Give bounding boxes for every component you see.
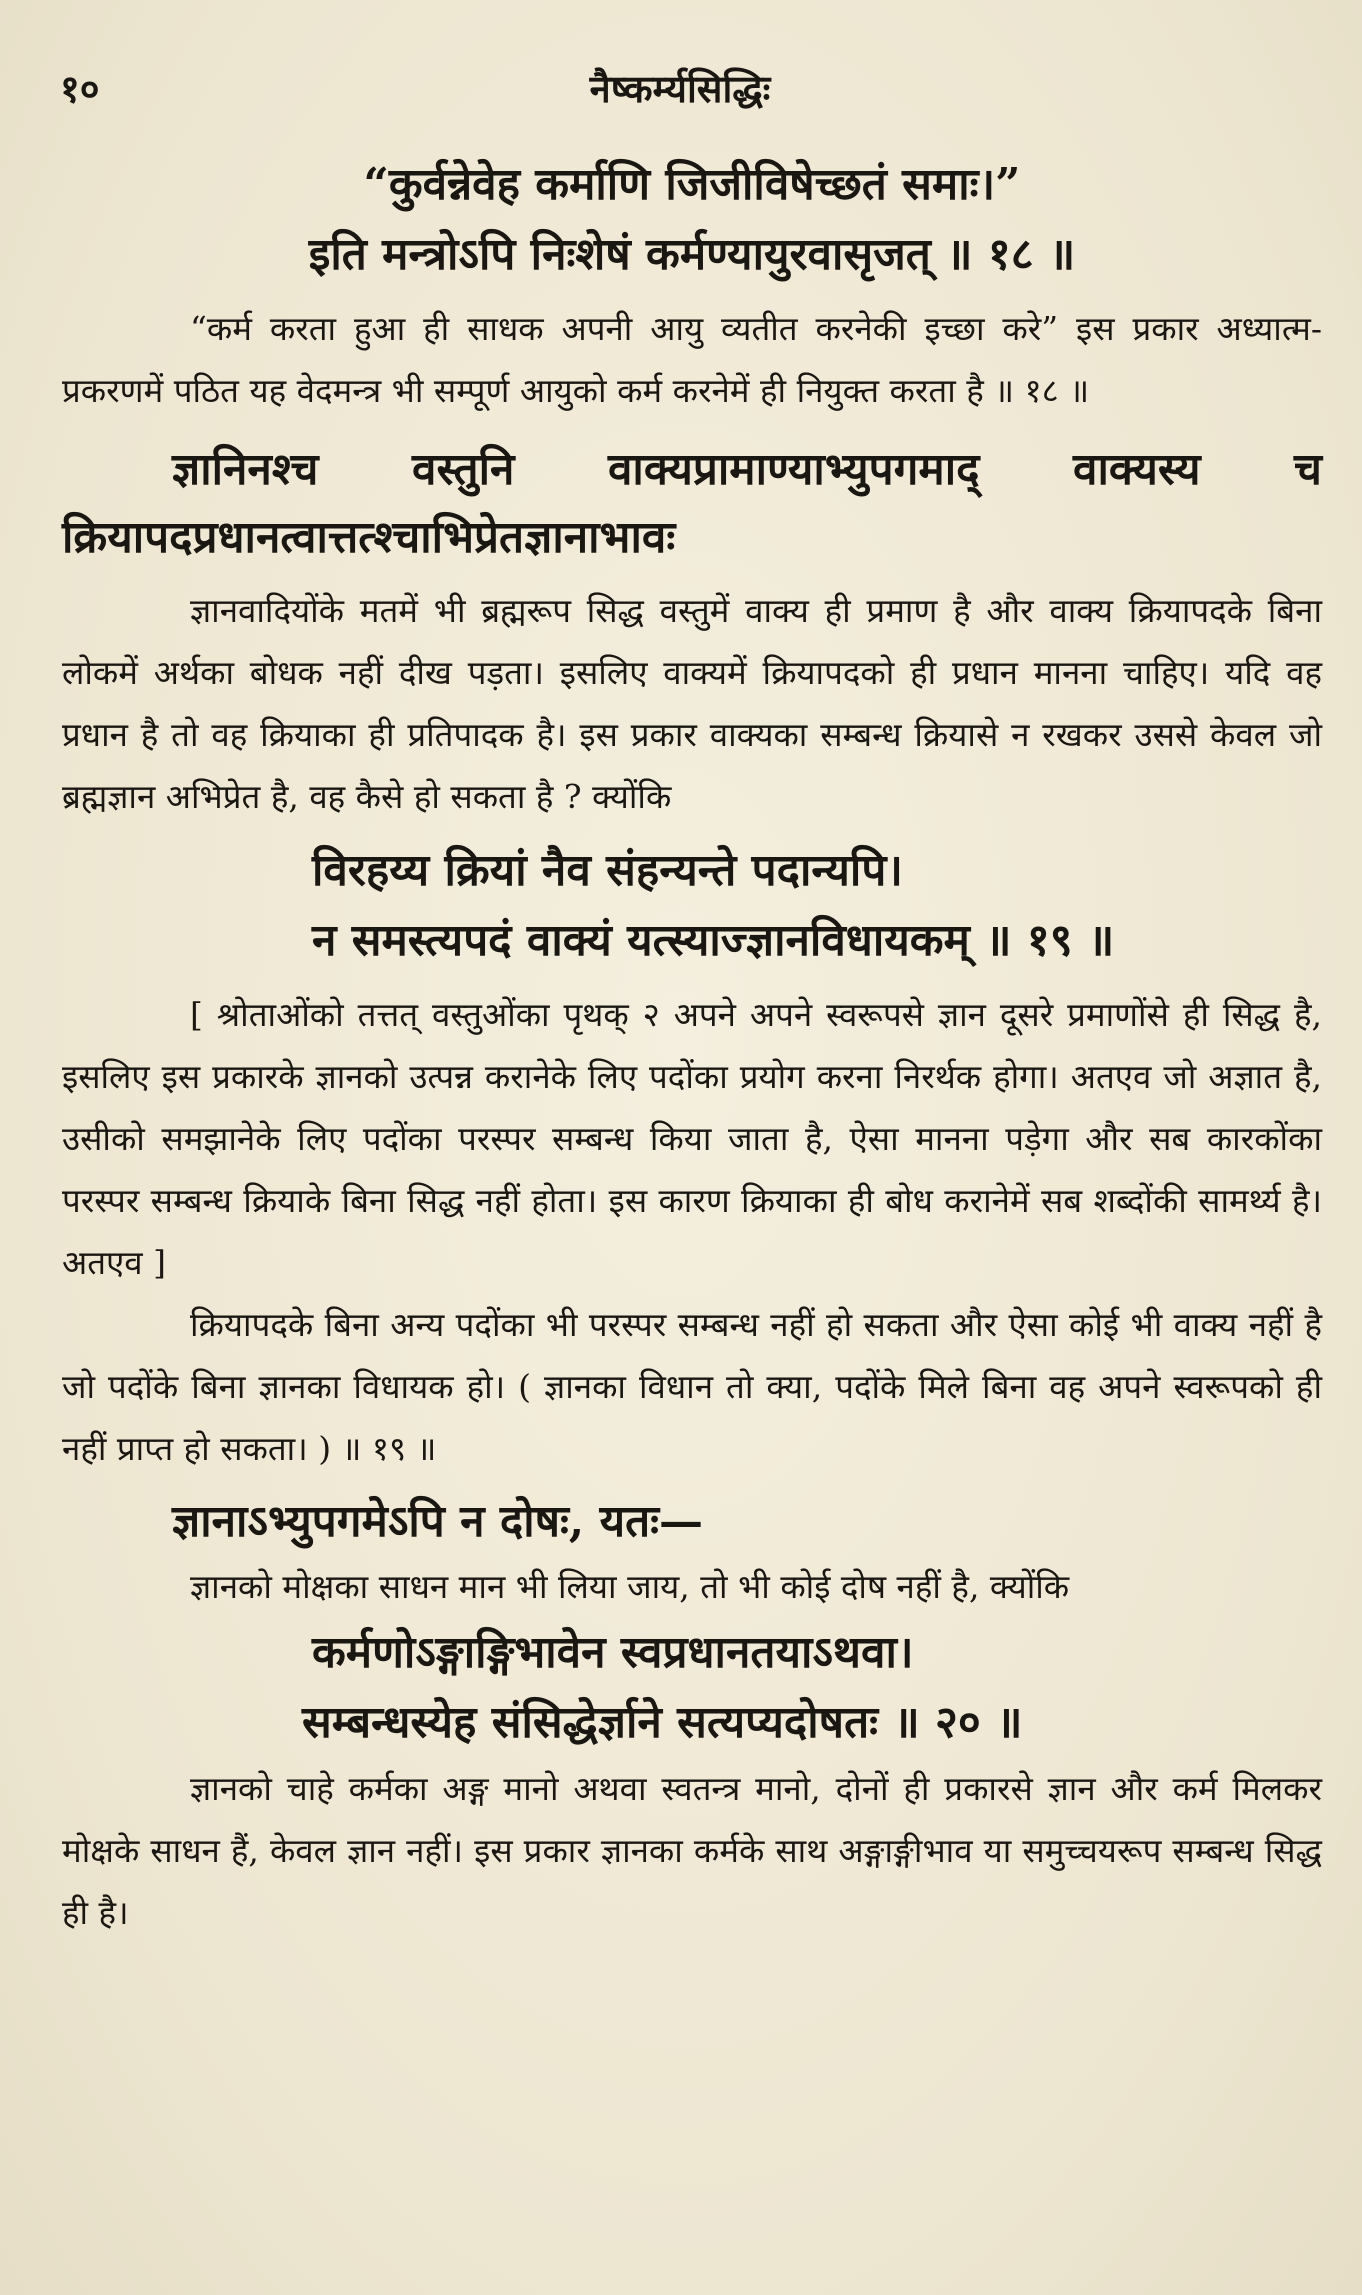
page-header bbox=[60, 62, 1300, 122]
page-number: १० bbox=[60, 66, 100, 111]
commentary-paragraph: ज्ञानको चाहे कर्मका अङ्ग मानो अथवा स्वतन्त्र मानो, दोनों ही प्रकारसे ज्ञान और कर्म मिलकर मोक्षके साधन हैं, केवल ज्ञान नहीं। इस प्रकार ज्ञानका कर्मके साथ अङ्गाङ्गीभाव या समुच्चयरूप सम्बन्ध सिद्ध ही है। bbox=[62, 1769, 1322, 1932]
verse-line: “कुर्वन्नेवेह कर्माणि जिजीविषेच्छतं समाः।” bbox=[363, 159, 1021, 210]
verse-line: विरहय्य क्रियां नैव संहन्यन्ते पदान्यपि। bbox=[312, 845, 903, 896]
verse-line: इति मन्त्रोऽपि निःशेषं कर्मण्यायुरवासृजत् ॥ १८ ॥ bbox=[308, 229, 1076, 280]
page-body bbox=[62, 150, 1322, 1944]
commentary-paragraph: ज्ञानवादियोंके मतमें भी ब्रह्मरूप सिद्ध वस्तुमें वाक्य ही प्रमाण है और वाक्य क्रियापदके बिना लोकमें अर्थका बोधक नहीं दीख पड़ता। इसलिए वाक्यमें क्रियापदको ही प्रधान मानना चाहिए। यदि वह प्रधान है तो वह क्रियाका ही प्रतिपादक है। इस प्रकार वाक्यका सम्बन्ध क्रियासे न रखकर उससे केवल जो ब्रह्मज्ञान अभिप्रेत है, वह कैसे हो सकता है ? क्योंकि bbox=[62, 591, 1322, 816]
commentary-paragraph: “कर्म करता हुआ ही साधक अपनी आयु व्यतीत करनेकी इच्छा करे” इस प्रकार अध्यात्म-प्रकरणमें पठित यह वेदमन्त्र भी सम्पूर्ण आयुको कर्म करनेमें ही नियुक्त करता है ॥ १८ ॥ bbox=[62, 309, 1322, 410]
verse-line: न समस्त्यपदं वाक्यं यत्स्याज्ज्ञानविधायकम् ॥ १९ ॥ bbox=[312, 915, 1115, 966]
bracketed-paragraph: [ श्रोताओंको तत्तत् वस्तुओंका पृथक् २ अपने अपने स्वरूपसे ज्ञान दूसरे प्रमाणोंसे ही सिद्ध है, इसलिए इस प्रकारके ज्ञानको उत्पन्न करानेके लिए पदोंका प्रयोग करना निरर्थक होगा। अतएव जो अज्ञात है, उसीको समझानेके लिए पदोंका परस्पर सम्बन्ध किया जाता है, ऐसा मानना पड़ेगा और सब कारकोंका परस्पर सम्बन्ध क्रियाके बिना सिद्ध नहीं होता। इस कारण क्रियाका ही बोध करानेमें सब शब्दोंकी सामर्थ्य है। अतएव ] bbox=[62, 995, 1322, 1282]
verse-line: सम्बन्धस्येह संसिद्धेर्ज्ञाने सत्यप्यदोषतः ॥ २० ॥ bbox=[302, 1697, 1023, 1748]
commentary-paragraph: क्रियापदके बिना अन्य पदोंका भी परस्पर सम्बन्ध नहीं हो सकता और ऐसा कोई भी वाक्य नहीं है जो पदोंके बिना ज्ञानका विधायक हो। ( ज्ञानका विधान तो क्या, पदोंके मिले बिना वह अपने स्वरूपको ही नहीं प्राप्त हो सकता। ) ॥ १९ ॥ bbox=[62, 1305, 1322, 1468]
verse-line: कर्मणोऽङ्गाङ्गिभावेन स्वप्रधानतयाऽथवा। bbox=[312, 1627, 914, 1678]
sanskrit-prose-heading: ज्ञानिनश्च वस्तुनि वाक्यप्रामाण्याभ्युपगमाद् वाक्यस्य च क्रियापदप्रधानत्वात्तत्श्चाभिप्रेतज्ञानाभावः bbox=[62, 444, 1322, 563]
running-title: नैष्कर्म्यसिद्धिः bbox=[589, 66, 771, 111]
commentary-paragraph: ज्ञानको मोक्षका साधन मान भी लिया जाय, तो भी कोई दोष नहीं है, क्योंकि bbox=[190, 1567, 1070, 1606]
sanskrit-prose-heading: ज्ञानाऽभ्युपगमेऽपि न दोषः, यतः— bbox=[172, 1496, 704, 1547]
